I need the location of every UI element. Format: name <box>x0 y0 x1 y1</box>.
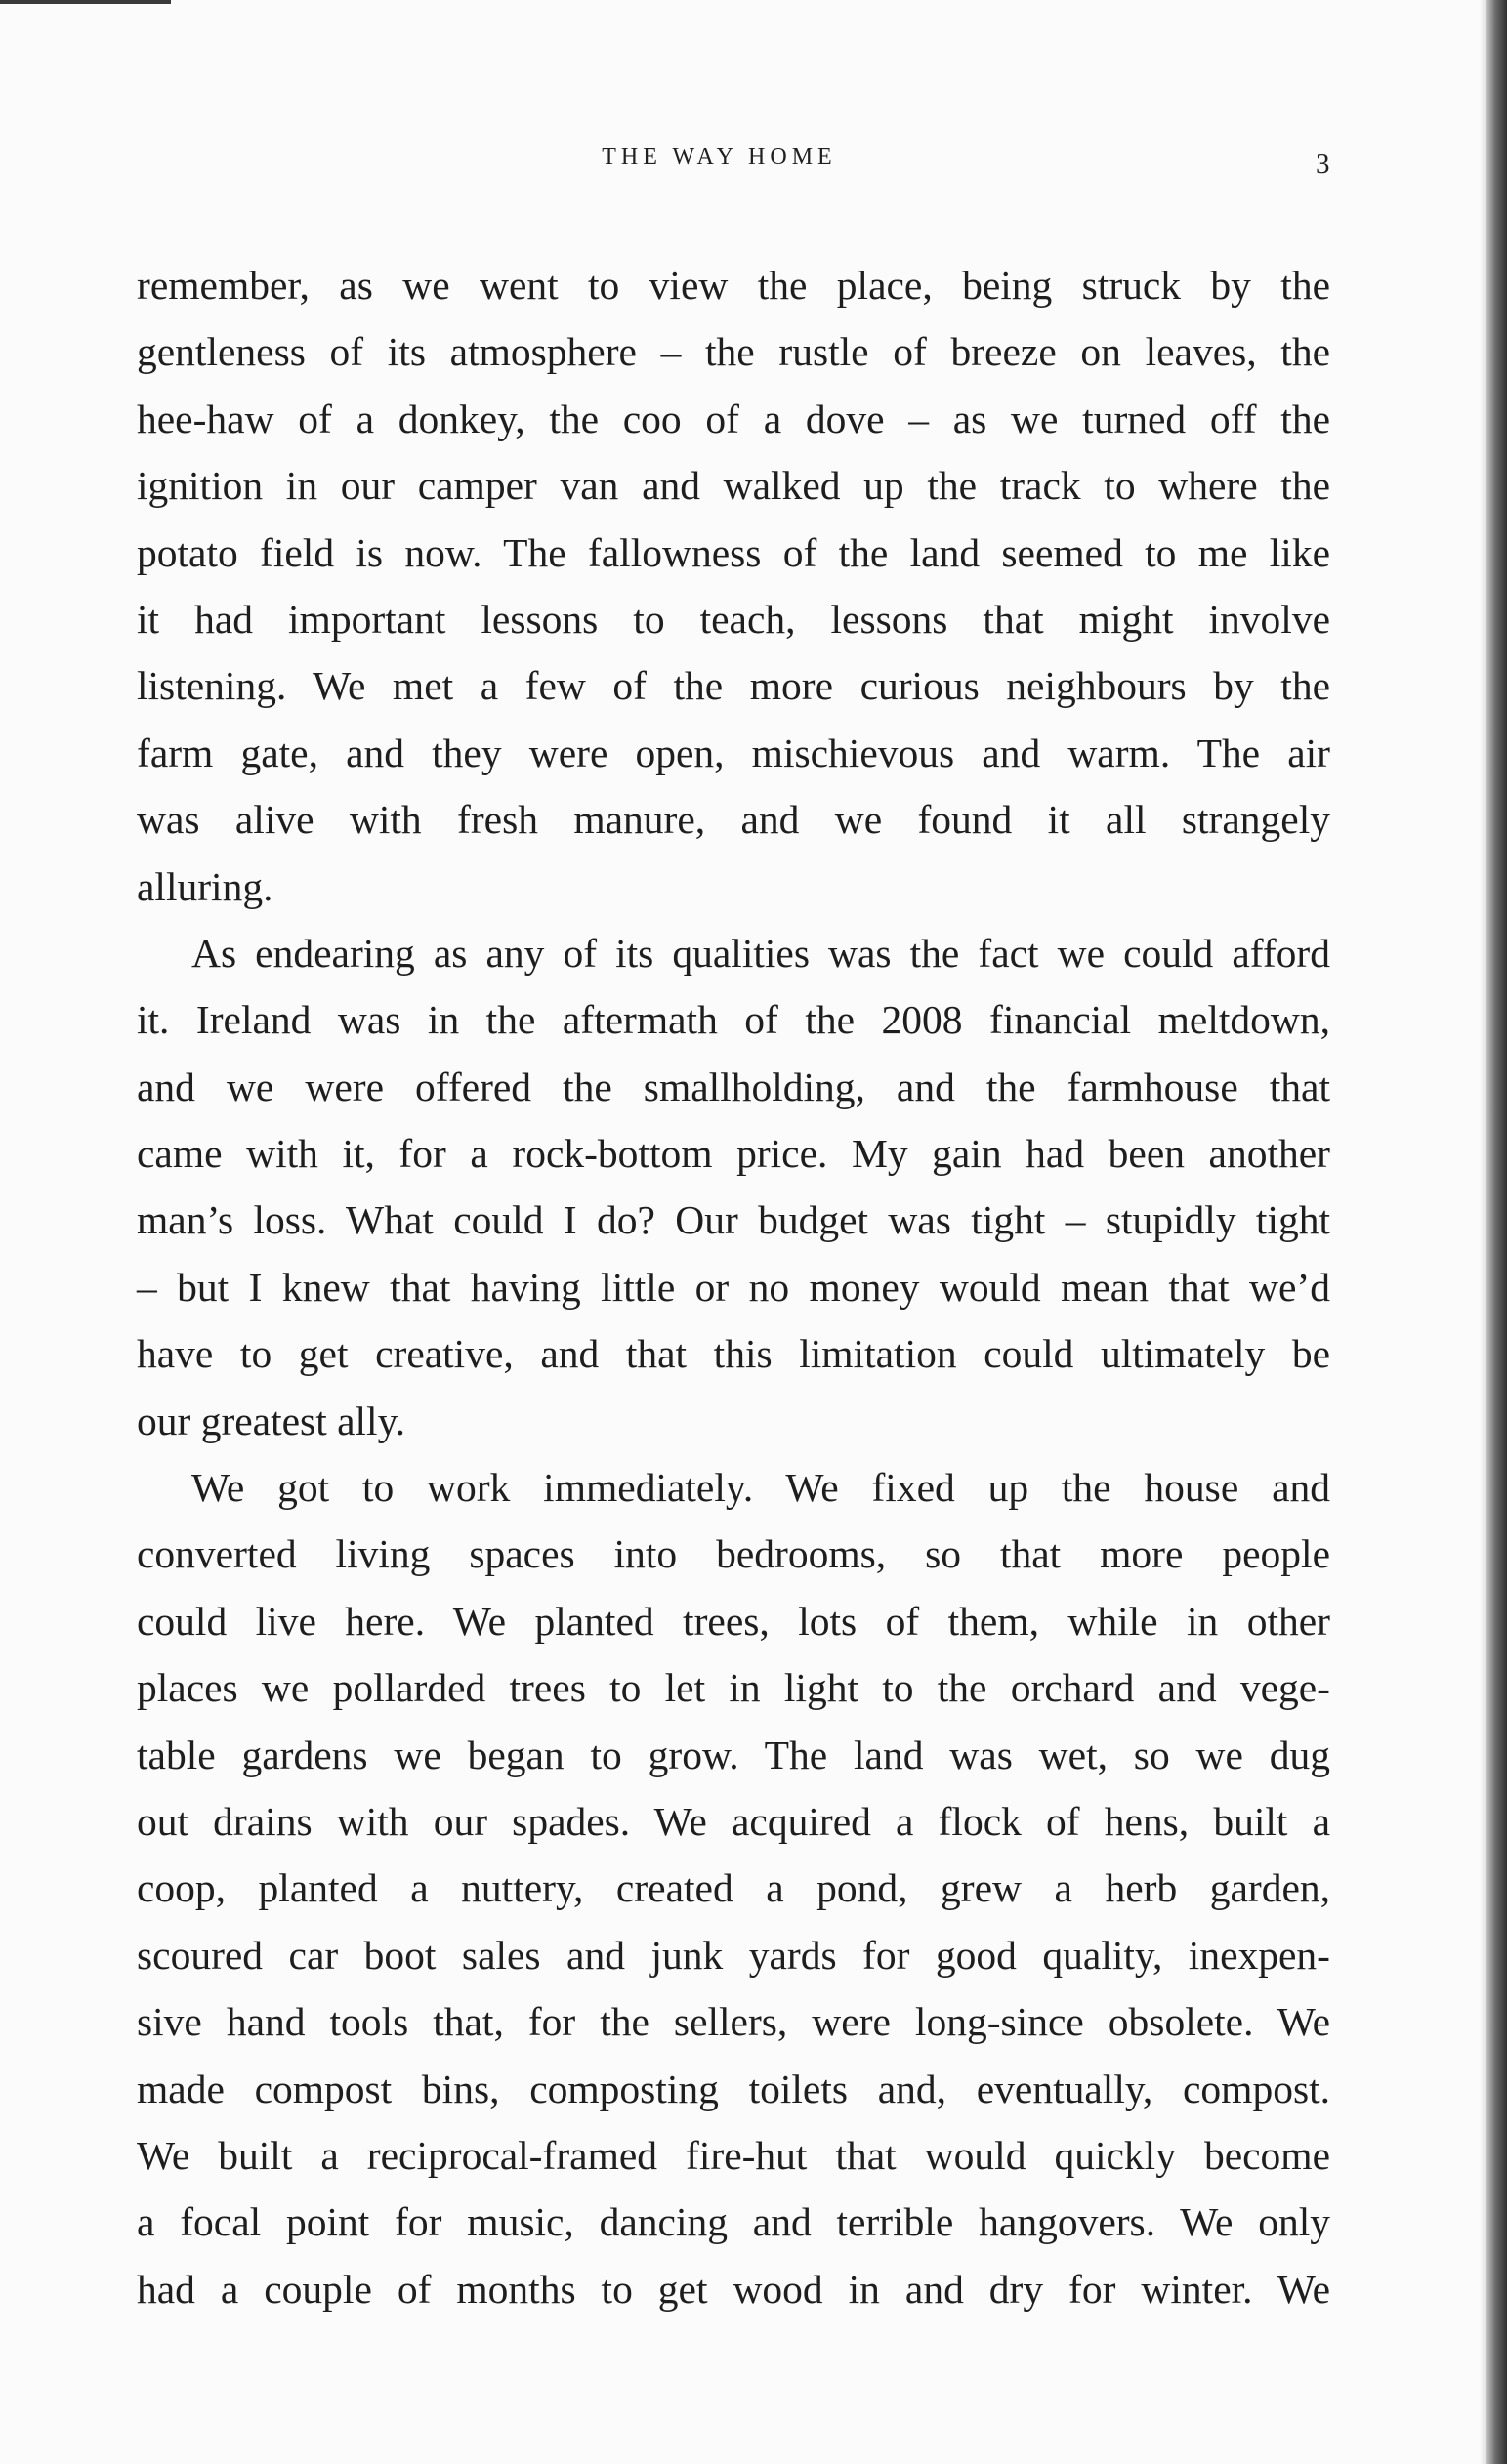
text-line: converted living spaces into bedrooms, so that more people <box>137 1531 1330 1577</box>
text-line: it had important lessons to teach, lessons that might involve <box>137 596 1330 642</box>
text-line: – but I knew that having little or no money would mean that we’d <box>137 1264 1330 1310</box>
text-line: scoured car boot sales and junk yards for good quality, inexpen- <box>137 1932 1330 1978</box>
text-line: ignition in our camper van and walked up the track to where the <box>137 463 1330 509</box>
text-line: sive hand tools that, for the sellers, were long-since obsolete. We <box>137 1999 1330 2045</box>
text-line: came with it, for a rock-bottom price. My gain had been another <box>137 1131 1330 1177</box>
text-line: and we were offered the smallholding, and the farmhouse that <box>137 1064 1330 1109</box>
top-rule <box>0 0 171 4</box>
text-line: listening. We met a few of the more curious neighbours by the <box>137 663 1330 709</box>
body-text <box>137 252 1330 2322</box>
running-head: THE WAY HOME <box>602 145 837 170</box>
page-number: 3 <box>1316 148 1330 180</box>
text-line: had a couple of months to get wood in and dry for winter. We <box>137 2266 1330 2312</box>
text-line: We built a reciprocal-framed fire-hut that would quickly become <box>137 2132 1330 2178</box>
text-line: hee-haw of a donkey, the coo of a dove – as we turned off the <box>137 396 1330 441</box>
text-line: gentleness of its atmosphere – the rustle of breeze on leaves, the <box>137 329 1330 375</box>
text-line: farm gate, and they were open, mischievous and warm. The air <box>137 730 1330 775</box>
spine-shadow <box>1486 0 1507 2464</box>
text-line: it. Ireland was in the aftermath of the 2008 financial meltdown, <box>137 997 1330 1043</box>
text-line: a focal point for music, dancing and terrible hangovers. We only <box>137 2199 1330 2245</box>
text-line: could live here. We planted trees, lots of them, while in other <box>137 1598 1330 1644</box>
text-line: We got to work immediately. We fixed up the house and <box>191 1465 1330 1511</box>
text-line: potato field is now. The fallowness of the land seemed to me like <box>137 529 1330 575</box>
text-line: man’s loss. What could I do? Our budget was tight – stupidly tight <box>137 1197 1330 1243</box>
text-line: alluring. <box>137 863 273 909</box>
text-line: places we pollarded trees to let in light to the orchard and vege- <box>137 1665 1330 1711</box>
text-line: As endearing as any of its qualities was the fact we could afford <box>191 930 1330 976</box>
text-line: remember, as we went to view the place, being struck by the <box>137 263 1330 308</box>
text-line: have to get creative, and that this limitation could ultimately be <box>137 1331 1330 1377</box>
text-line: made compost bins, composting toilets and, eventually, compost. <box>137 2066 1330 2111</box>
text-line: table gardens we began to grow. The land was wet, so we dug <box>137 1732 1330 1777</box>
text-line: was alive with fresh manure, and we found it all strangely <box>137 797 1330 843</box>
text-line: our greatest ally. <box>137 1398 406 1443</box>
text-line: out drains with our spades. We acquired a flock of hens, built a <box>137 1798 1330 1844</box>
text-line: coop, planted a nuttery, created a pond, grew a herb garden, <box>137 1865 1330 1911</box>
